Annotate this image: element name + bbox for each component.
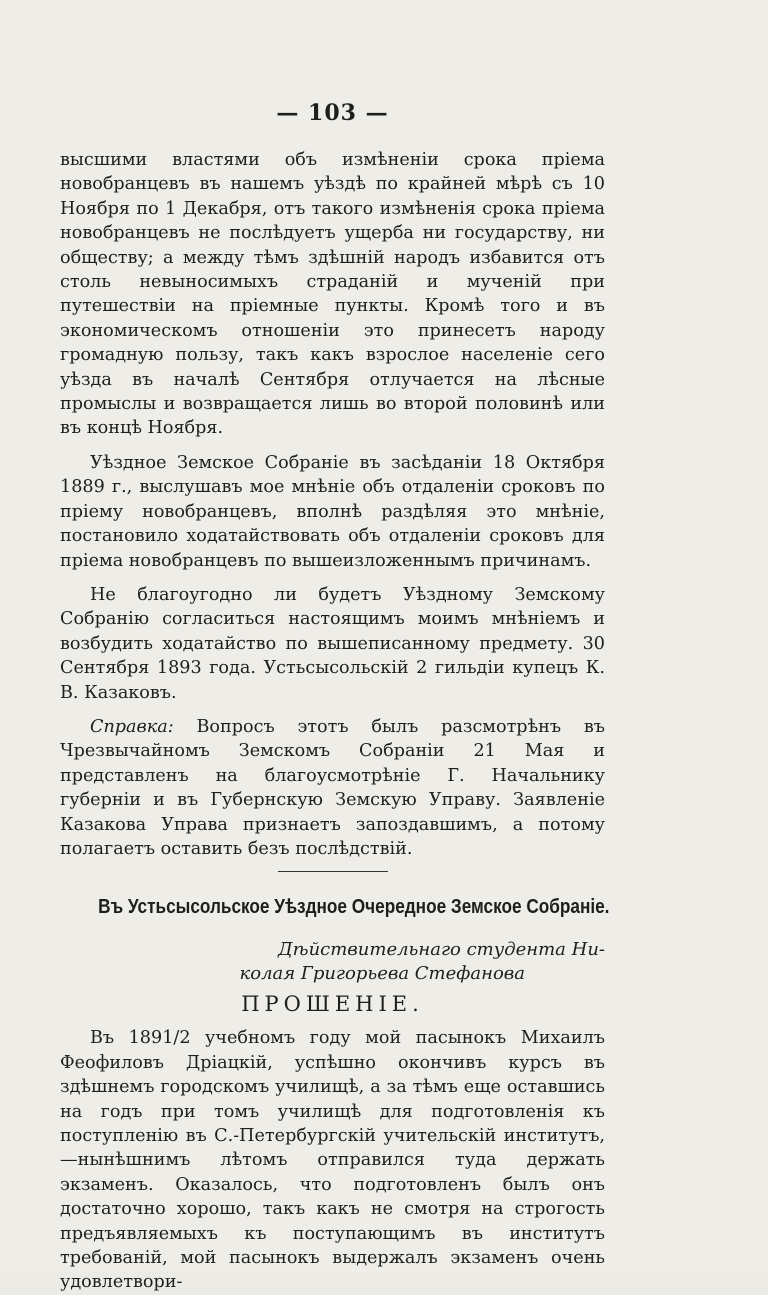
author-line-1: Дѣйствительнаго студента Ни- (278, 939, 605, 961)
document-title: ПРОШЕНIЕ. (241, 992, 424, 1017)
spravka-label: Справка: (90, 716, 174, 737)
spravka-text: Вопросъ этотъ былъ разсмотрѣнъ въ Чрезвычайномъ Земскомъ Собранiи 21 Мая и представленъ на благоусмотрѣнiе Г. Начальнику губернiи и въ Губернскую Земскую Управу. Заявленiе Казакова Управа признаетъ запоздавшимъ, а потому полагаетъ оставить безъ послѣдствiй. (60, 716, 605, 859)
section-divider (278, 871, 388, 872)
paragraph-petition-request: Не благоугодно ли будетъ Уѣздному Земскому Собранiю согласиться настоящимъ моимъ мнѣнiемъ и возбудить ходатайство по вышеписанному предмету. 30 Сентября 1893 года. Устьсысольскiй 2 гильдiи купецъ К. В. Казаковъ. (60, 584, 605, 703)
author-line-2: колая Григорьева Стефанова (239, 963, 525, 985)
author-attribution (210, 938, 605, 986)
paragraph-continuation: высшими властями объ измѣненiи срока прiема новобранцевъ въ нашемъ уѣздѣ по крайней мѣрѣ съ 10 Ноября по 1 Декабря, отъ такого измѣненiя срока прiема новобранцевъ не послѣдуетъ ущерба ни государству, ни обществу; а между тѣмъ здѣшнiй народъ избавится отъ столь невыносимыхъ страданiй и мученiй при путешествiи на прiемные пункты. Кромѣ того и въ экономическомъ отношенiи это принесетъ народу громадную пользу, такъ какъ взрослое населенiе сего уѣзда въ началѣ Сентября отлучается на лѣсные промыслы и возвращается лишь во второй половинѣ или въ концѣ Ноября. (60, 150, 605, 439)
page-content (60, 100, 610, 1295)
paragraph-assembly-resolution: Уѣздное Земское Собранiе въ засѣданiи 18 Октября 1889 г., выслушавъ мое мнѣнiе объ отдаленiи сроковъ по прiему новобранцевъ, вполнѣ раздѣляя это мнѣнiе, постановило ходатайствовать объ отдаленiи сроковъ для прiема новобранцевъ по вышеизложеннымъ причинамъ. (60, 452, 605, 571)
page-number: — 103 — (276, 100, 389, 126)
paragraph-petition-body: Въ 1891/2 учебномъ году мой пасынокъ Михаилъ Феофиловъ Дрiацкiй, успѣшно окончивъ курсъ въ здѣшнемъ городскомъ училищѣ, а за тѣмъ еще оставшись на годъ при томъ училищѣ для подготовленiя къ поступленiю въ С.-Петербургскiй учительскiй институтъ,—нынѣшнимъ лѣтомъ отправился туда держать экзаменъ. Оказалось, что подготовленъ былъ онъ достаточно хорошо, такъ какъ не смотря на строгость предъявляемыхъ къ поступающимъ въ институтъ требованiй, мой пасынокъ выдержалъ экзаменъ очень удовлетвори- (60, 1028, 605, 1293)
section-heading: Въ Устьсысольское Уѣздное Очередное Земское Собранiе. (98, 896, 610, 919)
paragraph-spravka (60, 715, 605, 861)
